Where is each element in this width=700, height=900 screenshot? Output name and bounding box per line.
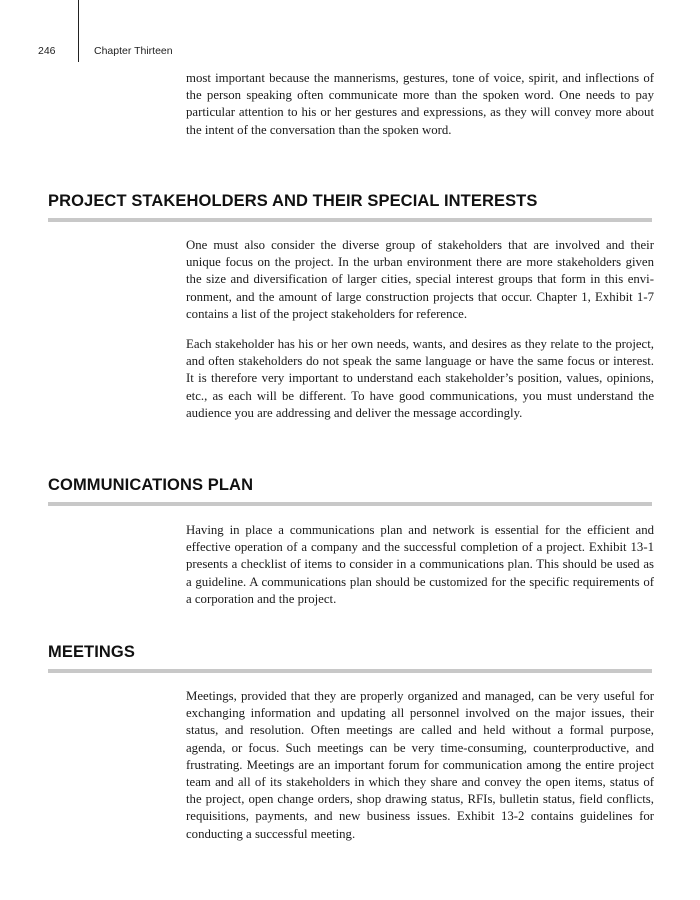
chapter-label: Chapter Thirteen	[94, 45, 173, 57]
section-heading-stakeholders: PROJECT STAKEHOLDERS AND THEIR SPECIAL INTERESTS	[48, 192, 652, 222]
page-number: 246	[38, 45, 56, 57]
communications-plan-paragraph: Having in place a communications plan and network is essential for the efficient and effective operation of a company and the successful completion of a project. Exhibit 13-1 presents a checklist of items to consider in a communications plan. This should be used as a guideline. A communications plan should be customized for the specific requirements of a corporation and the project.	[186, 523, 654, 606]
intro-paragraph: most important because the mannerisms, gestures, tone of voice, spirit, and inflections of the person speaking often communicate more than the spoken word. One needs to pay particular attention to his or her gestures and expressions, as they will convey more about the intent of the conversation than the spoken word.	[186, 71, 654, 137]
gutter-rule	[78, 0, 79, 62]
section-heading-meetings: MEETINGS	[48, 643, 652, 673]
stakeholders-paragraph-2: Each stakeholder has his or her own needs, wants, and desires as they relate to the project, and often stakeholders do not speak the same language or have the same focus or interest. It is therefore very important to understand each stakeholder’s position, values, opinions, etc., as each will be different. To have good communications, you must understand the audience you are addressing and deliver the message accordingly.	[186, 337, 654, 420]
meetings-paragraph: Meetings, provided that they are properly organized and managed, can be very useful for exchanging information and updating all personnel involved on the major issues, their status, and resolution. Often meetings are called and held without a formal purpose, agenda, or focus. Such meetings can be very time-consuming, counterproductive, and frustrating. Meetings are an important forum for communication among the entire project team and all of its stakeholders in which they share and convey the open items, status of the project, open change orders, shop drawing status, RFIs, bulletin status, field conflicts, requisitions, payments, and new business issues. Exhibit 13-2 contains guidelines for conducting a successful meeting.	[186, 689, 654, 841]
section-heading-communications-plan: COMMUNICATIONS PLAN	[48, 476, 652, 506]
stakeholders-paragraph-1: One must also consider the diverse group of stakeholders that are involved and their unique focus on the project. In the urban environment there are more stakeholders given the size and diversification of larger cities, special interest groups that form in this environment, and the amount of large construction projects that occur. Chapter 1, Exhibit 1-7 contains a list of the project stakeholders for reference.	[186, 238, 654, 321]
